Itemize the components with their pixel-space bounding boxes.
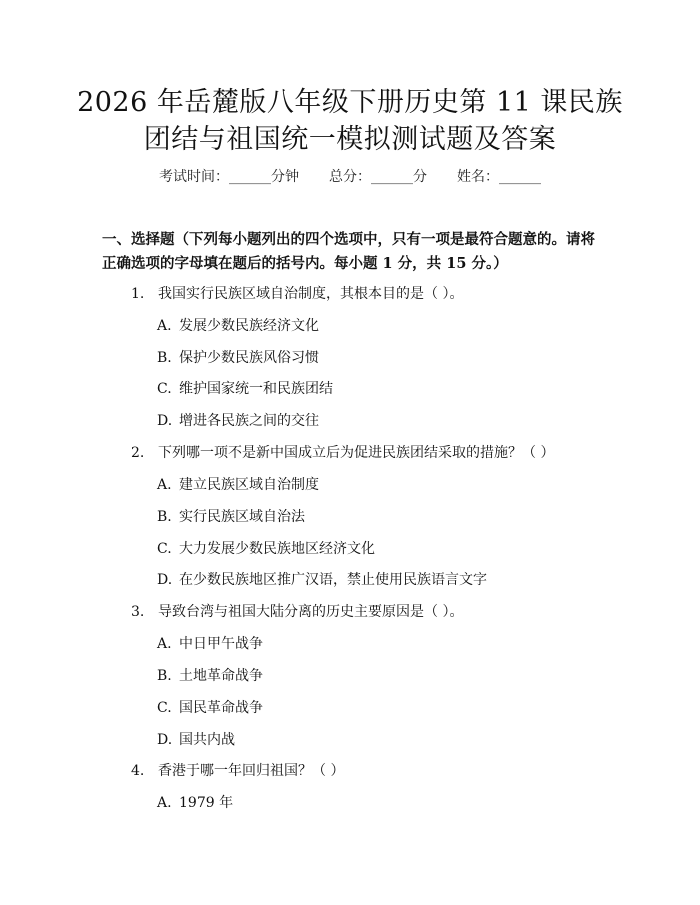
option-letter: C. xyxy=(157,700,172,716)
question-number: 1. xyxy=(131,286,145,302)
option-1b xyxy=(157,347,319,367)
student-name: 姓名：______ xyxy=(457,169,541,185)
question-text: 我国实行民族区域自治制度，其根本目的是（ ）。 xyxy=(158,286,464,302)
option-text: 发展少数民族经济文化 xyxy=(179,318,319,334)
option-3a xyxy=(157,633,263,653)
option-text: 国民革命战争 xyxy=(179,700,263,716)
option-text: 中日甲午战争 xyxy=(179,636,263,652)
option-2b xyxy=(157,506,305,526)
question-3 xyxy=(131,601,463,621)
option-letter: A. xyxy=(157,636,172,652)
option-3b xyxy=(157,665,263,685)
option-letter: D. xyxy=(157,572,173,588)
option-letter: A. xyxy=(157,318,172,334)
option-3c xyxy=(157,697,263,717)
question-text: 下列哪一项不是新中国成立后为促进民族团结采取的措施？（ ） xyxy=(158,445,555,461)
option-letter: B. xyxy=(157,509,172,525)
question-number: 3. xyxy=(131,604,145,620)
option-2c xyxy=(157,538,375,558)
exam-meta xyxy=(0,166,700,186)
question-number: 4. xyxy=(131,763,145,779)
option-text: 土地革命战争 xyxy=(179,668,263,684)
option-4a xyxy=(157,792,233,812)
option-letter: C. xyxy=(157,541,172,557)
section-heading: 一、选择题（下列每小题列出的四个选项中，只有一项是最符合题意的。请将正确选项的字母填在题后的括号内。每小题 1 分，共 15 分。） xyxy=(102,231,595,272)
total-score: 总分：______分 xyxy=(329,169,427,185)
option-letter: B. xyxy=(157,668,172,684)
option-text: 国共内战 xyxy=(179,732,235,748)
document-title-line-2: 团结与祖国统一模拟测试题及答案 xyxy=(143,124,557,155)
option-1d xyxy=(157,410,319,430)
option-letter: A. xyxy=(157,477,172,493)
option-1c xyxy=(157,378,333,398)
question-2 xyxy=(131,442,554,462)
option-letter: D. xyxy=(157,413,173,429)
option-3d xyxy=(157,729,235,749)
option-text: 建立民族区域自治制度 xyxy=(179,477,319,493)
question-4 xyxy=(131,760,344,780)
option-text: 大力发展少数民族地区经济文化 xyxy=(179,541,375,557)
question-text: 导致台湾与祖国大陆分离的历史主要原因是（ ）。 xyxy=(158,604,464,620)
question-text: 香港于哪一年回归祖国？（ ） xyxy=(158,763,345,779)
option-text: 在少数民族地区推广汉语，禁止使用民族语言文字 xyxy=(179,572,487,588)
option-letter: D. xyxy=(157,732,173,748)
option-text: 1979 年 xyxy=(179,795,234,811)
option-2d xyxy=(157,569,487,589)
document-title-line-1: 2026 年岳麓版八年级下册历史第 11 课民族 xyxy=(77,87,623,118)
option-text: 增进各民族之间的交往 xyxy=(179,413,319,429)
option-text: 实行民族区域自治法 xyxy=(179,509,305,525)
option-letter: A. xyxy=(157,795,172,811)
option-letter: B. xyxy=(157,350,172,366)
option-text: 保护少数民族风俗习惯 xyxy=(179,350,319,366)
option-text: 维护国家统一和民族团结 xyxy=(179,381,333,397)
option-2a xyxy=(157,474,319,494)
option-letter: C. xyxy=(157,381,172,397)
exam-time: 考试时间：______分钟 xyxy=(159,169,299,185)
question-1 xyxy=(131,283,463,303)
question-number: 2. xyxy=(131,445,145,461)
option-1a xyxy=(157,315,319,335)
